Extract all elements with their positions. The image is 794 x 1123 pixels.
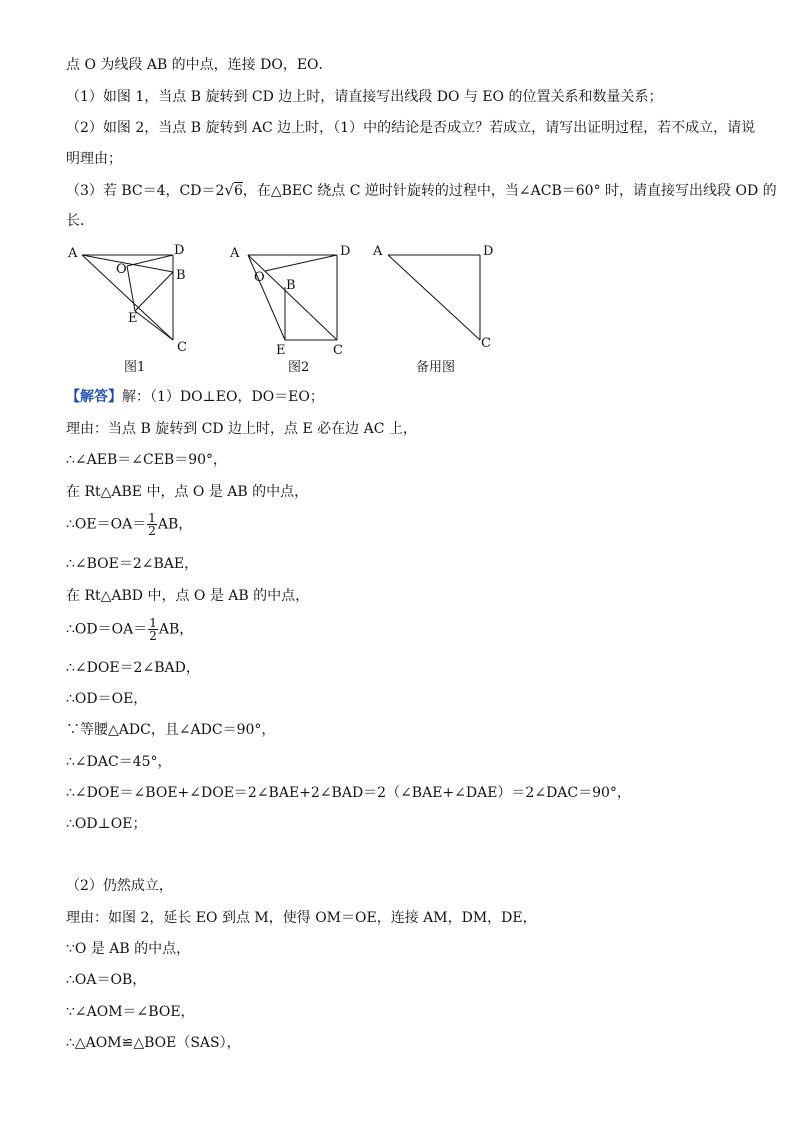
solution-line-5: ∴∠BOE＝2∠BAE， — [66, 556, 199, 572]
part2-line-4: ∴OA＝OB， — [66, 972, 147, 988]
sqrt-radicand: 6 — [233, 183, 243, 199]
fig2-label-b: B — [286, 278, 296, 293]
solution-tag: 【解答】 — [66, 389, 122, 405]
solution-line-7-post: AB， — [158, 621, 194, 638]
fig3-label-a: A — [373, 244, 383, 259]
problem-line-0: 点 O 为线段 AB 的中点，连接 DO，EO． — [66, 57, 333, 73]
solution-line-7-pre: ∴OD＝OA＝ — [66, 621, 148, 638]
solution-line-4-post: AB， — [157, 516, 193, 533]
solution-line-10: ∵等腰△ADC，且∠ADC＝90°， — [66, 722, 276, 738]
fig1-label-d: D — [174, 243, 185, 258]
solution-line-8: ∴∠DOE＝2∠BAD， — [66, 660, 200, 676]
fig1-label-b: B — [176, 268, 186, 283]
question-3-line-a — [66, 181, 777, 200]
fig2-label-a: A — [230, 246, 240, 261]
fig3-label-c: C — [481, 336, 491, 351]
sqrt-symbol: √ — [224, 181, 234, 199]
solution-line-2: ∴∠AEB＝∠CEB＝90°， — [66, 452, 228, 468]
question-3-pre: （3）若 BC＝4，CD＝2 — [66, 183, 225, 199]
fig1-label-o: O — [116, 262, 127, 277]
figures-row — [60, 240, 520, 380]
fraction-denominator: 2 — [148, 524, 156, 538]
question-3-post: ，在△BEC 绕点 C 逆时针旋转的过程中，当∠ACB＝60° 时，请直接写出线段 OD 的 — [242, 183, 777, 199]
fig3-caption: 备用图 — [416, 360, 456, 375]
solution-line-12: ∴∠DOE＝∠BOE+∠DOE＝2∠BAE+2∠BAD＝2（∠BAE+∠DAE）＝2∠DAC＝90°， — [66, 785, 631, 801]
fig1-label-e: E — [128, 311, 138, 326]
fig2-label-c: C — [333, 343, 343, 358]
part2-line-1: （2）仍然成立， — [66, 878, 173, 894]
solution-line-4-pre: ∴OE＝OA＝ — [66, 516, 147, 533]
solution-line-3: 在 Rt△ABE 中，点 O 是 AB 的中点， — [66, 484, 309, 500]
fig2-label-o: O — [254, 270, 265, 285]
fig3-label-d: D — [483, 244, 494, 259]
solution-line-9: ∴OD＝OE， — [66, 691, 148, 707]
fraction-half — [148, 617, 158, 642]
fig2-label-d: D — [340, 244, 351, 259]
part2-line-2: 理由：如图 2，延长 EO 到点 M，使得 OM＝OE，连接 AM，DM，DE， — [66, 910, 537, 926]
question-2-line-b: 明理由； — [66, 151, 122, 167]
question-1: （1）如图 1，当点 B 旋转到 CD 边上时，请直接写出线段 DO 与 EO 的位置关系和数量关系； — [66, 89, 663, 105]
question-3-line-b: 长． — [66, 213, 94, 229]
fig2-caption: 图2 — [288, 360, 310, 375]
part2-line-3: ∵O 是 AB 的中点， — [66, 941, 191, 957]
fraction-numerator: 1 — [149, 616, 157, 630]
fig1-label-c: C — [177, 340, 187, 355]
part2-line-5: ∵∠AOM＝∠BOE， — [66, 1004, 195, 1020]
part2-line-6: ∴△AOM≌△BOE（SAS）， — [66, 1035, 241, 1051]
fig1-caption: 图1 — [124, 360, 146, 375]
solution-line-13: ∴OD⊥OE； — [66, 816, 147, 832]
solution-line-1: 理由：当点 B 旋转到 CD 边上时，点 E 必在边 AC 上， — [66, 421, 417, 437]
solution-line-6: 在 Rt△ABD 中，点 O 是 AB 的中点， — [66, 588, 310, 604]
solution-header — [66, 388, 324, 406]
fraction-denominator: 2 — [149, 629, 157, 643]
solution-line-4 — [66, 512, 192, 537]
solution-line-11: ∴∠DAC＝45°， — [66, 754, 172, 770]
fraction-numerator: 1 — [148, 511, 156, 525]
fig1-label-a: A — [68, 246, 78, 261]
question-2-line-a: （2）如图 2，当点 B 旋转到 AC 边上时，（1）中的结论是否成立？若成立，请写出证明过程，若不成立，请说 — [66, 120, 756, 136]
solution-line-7 — [66, 617, 193, 642]
solution-head: 解：（1）DO⊥EO，DO＝EO； — [122, 389, 324, 405]
fig2-label-e: E — [276, 343, 286, 358]
fraction-half — [147, 512, 157, 537]
